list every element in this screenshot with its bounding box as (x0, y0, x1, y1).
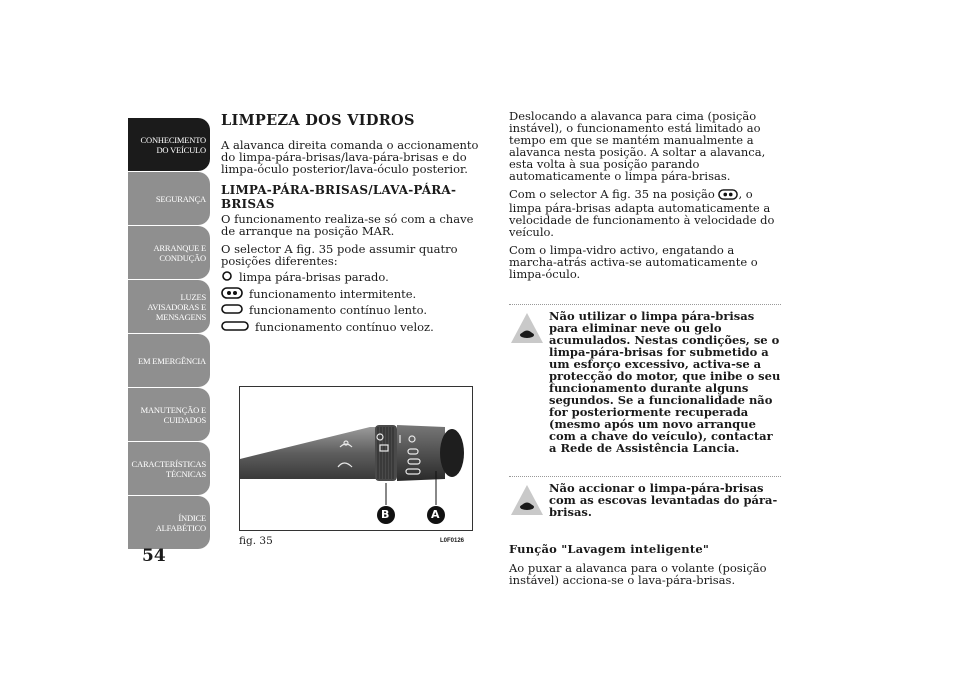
right-column (509, 110, 781, 592)
section-title: LIMPEZA DOS VIDROS (221, 112, 415, 129)
paragraph: O funcionamento realiza-se só com a chave de arranque na posição MAR. (221, 212, 474, 238)
chapter-tab[interactable]: EM EMERGÊNCIA (128, 334, 210, 387)
chapter-tab[interactable]: ÍNDICE ALFABÉTICO (128, 496, 210, 549)
warning-icon (509, 482, 545, 518)
paragraph: Deslocando a alavanca para cima (posição instável), o funcionamento está limitado ao tempo em que se mantém manualmente a alavanca nesta posição. A soltar a alavanca, esta volta à sua posição parando automaticamente o limpa pára-brisas. (509, 109, 766, 183)
warning-icon (509, 310, 545, 346)
paragraph: Com o limpa-vidro activo, engatando a marcha-atrás activa-se automaticamente o limpa-óculo. (509, 242, 758, 281)
chapter-tab[interactable]: MANUTENÇÃO E CUIDADOS (128, 388, 210, 441)
fast-icon (221, 321, 249, 333)
option-fast: funcionamento contínuo veloz. (221, 320, 487, 334)
chapter-tab[interactable]: LUZES AVISADORAS E MENSAGENS (128, 280, 210, 333)
chapter-tab[interactable]: CONHECIMENTO DO VEÍCULO (128, 118, 210, 171)
intermittent-icon (221, 287, 243, 301)
left-column (221, 112, 487, 336)
subsection-title: Função "Lavagem inteligente" (509, 541, 710, 556)
label-a: A (431, 508, 440, 521)
figure-stalk (239, 386, 473, 531)
warning-box: Não utilizar o limpa pára-brisas para eliminar neve ou gelo acumulados. Nestas condições, se o limpa-pára-brisas for submetido a um esforço excessivo, activa-se a protecção do motor, que inibe o seu funcionamento durante alguns segundos. Se a funcionalidade não for posteriormente recuperada (mesmo após um novo arranque com a chave do veículo), contactar a Rede de Assistência Lancia. (509, 304, 781, 454)
option-slow: funcionamento contínuo lento. (221, 303, 487, 317)
paragraph-auto: Com o selector A fig. 35 na posição , o limpa pára-brisas adapta automaticamente a velocidade de funcionamento à velocidade do veículo. (509, 187, 775, 239)
slow-icon (221, 304, 243, 316)
paragraph: O selector A fig. 35 pode assumir quatro posições diferentes: (221, 242, 458, 268)
figure-code: L0F0126 (440, 538, 465, 544)
label-b: B (381, 508, 390, 521)
intro-paragraph: A alavanca direita comanda o accionamento do limpa-pára-brisas/lava-pára-brisas e do limpa-óculo posterior/lava-óculo posterior. (221, 138, 479, 176)
chapter-tab[interactable]: SEGURANÇA (128, 172, 210, 225)
chapter-tabs (128, 118, 210, 550)
chapter-tab[interactable]: CARACTERÍSTICAS TÉCNICAS (128, 442, 210, 495)
subsection-title: LIMPA-PÁRA-BRISAS/LAVA-PÁRA-BRISAS (221, 183, 457, 211)
option-off: limpa pára-brisas parado. (221, 270, 487, 284)
page-number: 54 (142, 546, 166, 566)
figure-caption: fig. 35 (239, 535, 273, 547)
circle-icon (221, 270, 233, 284)
option-intermittent: funcionamento intermitente. (221, 287, 487, 301)
chapter-tab[interactable]: ARRANQUE E CONDUÇÃO (128, 226, 210, 279)
warning-box: Não accionar o limpa-pára-brisas com as escovas levantadas do pára-brisas. (509, 476, 781, 518)
paragraph: Ao puxar a alavanca para o volante (posição instável) acciona-se o lava-pára-brisas. (509, 560, 767, 587)
